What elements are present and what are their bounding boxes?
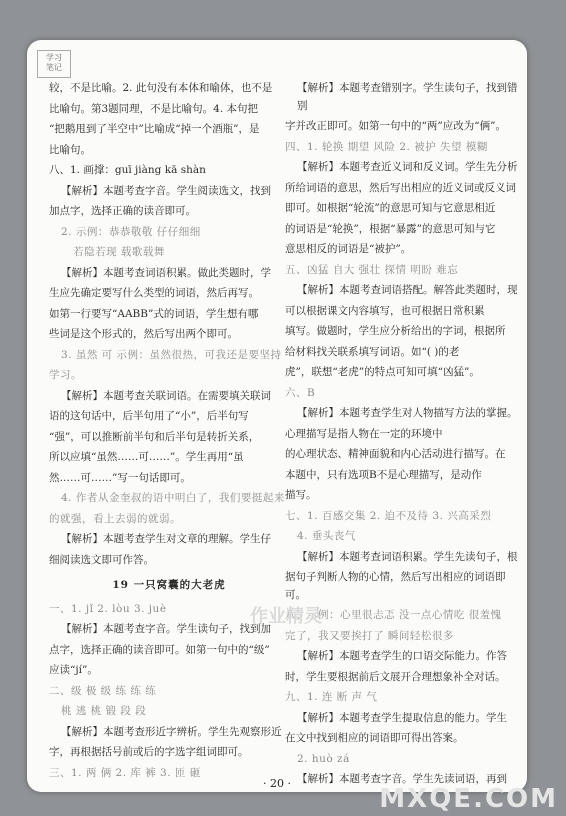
question-heading: 一、1. jǐ 2. lòu 3. juè [49,602,167,615]
analysis-line: 【解析】本题考查字音。学生读句子，找到加 [61,623,271,635]
left-column [49,80,289,785]
analysis-line: 【解析】本题考查词语积累。学生先读句子，根 [297,550,518,563]
lesson-title: 19 一只窝囊的大老虎 [112,579,226,591]
answer-line: 学习。 [49,369,82,381]
watermark-text: 作业精灵 [250,606,322,627]
analysis-line: 点字，选择正确的读音即可。如第一句中的“级” [49,643,270,656]
answer-line: 二、级 极 级 练 练 练 [49,684,157,697]
analysis-line: 【解析】本题考查学生的口语交际能力。作答 [297,650,507,662]
right-column [285,80,519,792]
analysis-line: 然……可……”写一句话即可。 [49,471,191,484]
answer-line: 桃 逃 桃 锻 段 段 [61,705,147,717]
analysis-line: 【解析】本题考查学生提取信息的能力。学生 [297,711,507,724]
analysis-line: 的词语是“轮换”，根据“暴露”的意思可知与它 [285,222,496,235]
answer-line: 比喻句。 [49,143,91,156]
analysis-line: 【解析】本题考查词语搭配。解答此类题时，现 [297,284,518,296]
analysis-line: 【解析】本题考查字音。学生阅读选文，找到 [61,184,271,197]
analysis-line: 意思相反的词语是“被护”。 [285,243,412,255]
answer-line: 2. huò zá [297,752,350,765]
analysis-line: 的心理状态、精神面貌和内心活动进行描写。在 [285,448,506,460]
answer-line: 4. 垂头丧气 [297,530,356,542]
analysis-line: 【解析】本题考查关联词语。在需要填关联词 [61,389,271,402]
answer-line: 三、1. 两 俩 2. 库 裤 3. 匝 砸 [49,766,201,779]
analysis-line: 时，学生要根据前后文展开合理想象补全对话。 [285,670,506,683]
analysis-line: 语的这句话中，后半句用了“小”，后半句写 [49,410,249,422]
analysis-line: 细阅读选文即可作答。 [49,553,154,566]
analysis-line: 【解析】本题考查错别字。学生读句子，找到错别 [297,82,518,112]
question-heading: 七、1. 百感交集 2. 迫不及待 3. 兴高采烈 [285,509,492,522]
analysis-line: 本题中，只有选项B不是心理描写，是动作 [285,468,482,481]
analysis-line: 【解析】本题考查学生对人物描写方法的掌握。 [297,407,518,419]
analysis-line: 即可。如根据“轮流”的意思可知与它意思相近 [285,202,496,214]
answer-line: 比喻句。第3题同理，不是比喻句。4. 本句把 [49,102,259,115]
page-number: · 20 · [263,777,291,790]
answer-line: 4. 作者从金奎叔的语中明白了，我们要挺起来 [61,492,285,504]
analysis-line: 【解析】本题考查形近字辨析。学生先观察形近 [61,725,282,738]
analysis-line: 据句子判断人物的心情，然后写出相应的词语即可。 [285,571,506,601]
analysis-line: 加点字，选择正确的读音即可。 [49,205,196,217]
analysis-line: 应读“jí”。 [49,664,98,676]
analysis-line: 【解析】本题考查学生对文章的理解。学生仔 [61,533,271,545]
analysis-line: 可以根据课文内容填写，也可根据日常积累 [285,304,485,317]
question-heading: 五、凶猛 自大 强壮 探情 明盼 难忘 [285,263,459,276]
answer-line: 2. 示例：恭恭敬敬 仔仔细细 [61,225,201,238]
answer-line: 的就强，看上去弱的就弱。 [49,512,181,525]
analysis-line: 虎”，联想“老虎”的特点可知可填“凶猛”。 [285,366,480,378]
question-heading: 八、1. 画撑：guī jiàng kā shàn [49,164,206,176]
analysis-line: 【解析】本题考查字音。学生先读词语，再到 [297,773,507,785]
analysis-line: 生应先确定要写什么类型的词语，然后再写。 [49,287,259,299]
analysis-line: 【解析】本题考查近义词和反义词。学生先分析 [297,161,518,173]
question-heading: 六、B [285,386,316,399]
analysis-line: “强”，可以推断前半句和后半句是转折关系， [49,430,260,443]
analysis-line: 字，再根据括号前或后的字选字组词即可。 [49,746,249,758]
corner-stamp: 学习 笔记 [37,50,71,78]
analysis-line: 填写。做题时，学生应分析给出的字词，根据所 [285,325,506,337]
analysis-line: 【解析】本题考查词语积累。做此类题时，学 [61,266,271,279]
answer-line: 完了，我又要挨打了 瞬间轻松很多 [285,629,454,642]
answer-line: 较，不是比喻。2. 此句没有本体和喻体，也不是 [49,82,273,94]
analysis-line: 所给词语的意思，然后写出相应的近义词或反义词 [285,181,516,194]
answer-line: 3. 虽然 可 示例：虽然很热，可我还是要坚持 [61,348,282,361]
question-heading: 九、1. 连 断 声 气 [285,691,378,703]
watermark-logo: MXQE.COM [379,784,558,814]
analysis-line: 在文中找到相应的词语即可得出答案。 [285,732,464,744]
textbook-page [27,40,527,792]
question-heading: 四、1. 轮换 期望 风险 2. 被护 失望 模糊 [285,140,488,153]
answer-line: “把鹅甩到了半空中”比喻成“掉一个酒瓶”，是 [49,123,260,135]
analysis-line: 给材料找关联系填写词语。如“( )的老 [285,345,460,358]
analysis-line: 些词是这个形式的，然后写出两个即可。 [49,328,238,340]
analysis-line: 所以应填“虽然……可……”。学生再用“虽 [49,451,244,463]
question-heading: 八、示例：心里很忐忑 没一点心情吃 很羞愧 [285,609,502,621]
analysis-line: 描写。 [285,489,317,501]
analysis-line: 字并改正即可。如第一句中的“两”应改为“俩”。 [285,120,506,132]
analysis-line: 如第一行要写“AABB”式的词语，学生想有哪 [49,307,259,320]
answer-line: 若隐若现 载歌载舞 [73,246,165,258]
analysis-line: 心理描写是指人物在一定的环境中 [285,427,443,440]
